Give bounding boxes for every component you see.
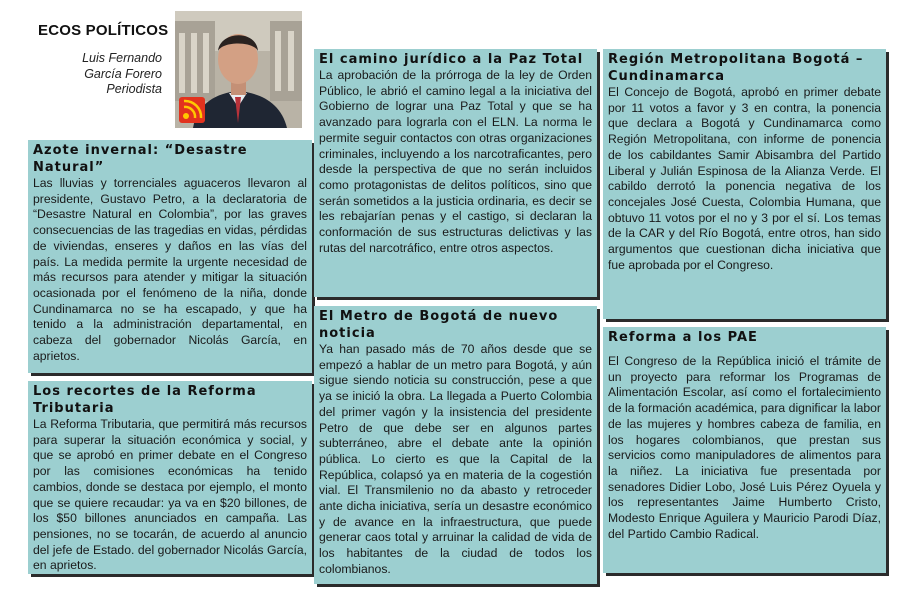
article-reforma-tributaria: [28, 381, 312, 574]
article-body: La aprobación de la prórroga de la ley de Orden Público, le abrió el camino legal a la iniciativa del Gobierno de lograr una Paz Total y que se ha avanzado para lograrla con el ELN. La norma le permite seguir contactos con otras organizaciones criminales, incluyendo a los narcotraficantes, pero desde la perspectiva de que no serán incluidos como protagonistas de delitos políticos, sino que serán sometidos a la justicia ordinaria, es decir se les rebajarían penas y el castigo, si declaran la conformación de sus estructuras delictivas y las rutas del narcotráfico, entre otros aspectos.: [319, 68, 592, 255]
author-name-line1: Luis Fernando: [82, 51, 162, 65]
article-title: Región Metropolitana Bogotá – Cundinamarca: [608, 52, 864, 84]
article-title: El camino jurídico a la Paz Total: [319, 52, 584, 67]
article-body: El Concejo de Bogotá, aprobó en primer debate por 11 votos a favor y 3 en contra, la ponencia que declara a Bogotá y Cundinamarca como Región Metropolitana, con informe de ponencia de los cabildantes Samir Abisambra del Partido Liberal y Julián Espinosa de la Alianza Verde. El cabildo derrotó la ponencia negativa de los concejales José Cuesta, Colombia Humana, que obtuvo 11 votos por el no y 3 por el sí. Los temas de la CAR y del Río Bogotá, entre otros, han sido argumentos que cuestionan dicha iniciativa que fue aprobada por el Congreso.: [608, 85, 881, 272]
article-paz-total: [314, 49, 597, 297]
article-title: Los recortes de la Reforma Tributaria: [33, 384, 257, 416]
article-title: El Metro de Bogotá de nuevo noticia: [319, 309, 559, 341]
article-body: La Reforma Tributaria, que permitirá más recursos para superar la situación económica y social, y que se aprobó en primer debate en el Congreso por las comisiones económicas ha tenido cambios, donde se destaca por ejemplo, el monto que se quiere recaudar: ya va en $20 billones, de los $50 billones anunciados en campaña. Las pensiones, no se tocarán, de acuerdo al anuncio del jefe de Estado. del gobernador Nicolás García, en aprietos.: [33, 417, 307, 573]
article-metro-bogota: [314, 306, 597, 584]
article-body: Las lluvias y torrenciales aguaceros llevaron al presidente, Gustavo Petro, a la declaratoria de “Desastre Natural en Colombia”, por las graves consecuencias de las tragedias en vidas, pérdidas de viviendas, enseres y daños en las vías del país. La medida permite la urgente necesidad de más recursos para atender y mitigar la situación ocasionada por el fenómeno de la niña, donde Cundinamarca no se ha escapado, y que ha tenido a la administración departamental, en cabeza del gobernador Nicolás García, en aprietos.: [33, 176, 307, 363]
author-byline: [20, 51, 162, 98]
article-body: Ya han pasado más de 70 años desde que se empezó a hablar de un metro para Bogotá, y aún sigue siendo noticia su construcción, pese a que ya se inició la obra. La llegada a Puerto Colombia del primer vagón y la insistencia del presidente Petro de que debe ser en algunos partes subterráneo, abre el debate ante la opinión pública. Lo cierto es que la Capital de la República, colapsó ya en materia de la cogestión vial. El Transmilenio no da abasto y retroceder ante dicha iniciativa, sería un desastre económico y de avance en la infraestructura, que puede generar caos total y arruinar la calidad de vida de los habitantes de la ciudad de todos los colombianos.: [319, 342, 592, 576]
author-name-line2: García Forero: [84, 66, 162, 81]
article-body: El Congreso de la República inició el trámite de un proyecto para reformar los Programas de Alimentación Escolar, así como el fortalecimiento de la formación académica, para dignificar la labor de las mujeres y hombres cabeza de familia, en los hogares colombianos, que prestan sus servicios como manipuladores de alimentos para la niñez. La iniciativa fue presentada por senadores Didier Lobo, José Luis Pérez Oyuela y los representantes Jaime Humberto Cristo, Modesto Enrique Aguilera y Mauricio Parodi Díaz, del Partido Cambio Radical.: [608, 354, 881, 541]
column-header: [20, 8, 312, 142]
author-photo: [175, 11, 302, 128]
article-region-metropolitana: [603, 49, 886, 319]
column-title: ECOS POLÍTICOS: [38, 22, 169, 39]
article-azote-invernal: [28, 140, 312, 373]
author-role: Periodista: [106, 82, 162, 96]
article-title: Reforma a los PAE: [608, 330, 758, 345]
article-reforma-pae: [603, 327, 886, 573]
article-title: Azote invernal: “Desastre Natural”: [33, 143, 248, 175]
author-portrait-image: [175, 11, 302, 128]
